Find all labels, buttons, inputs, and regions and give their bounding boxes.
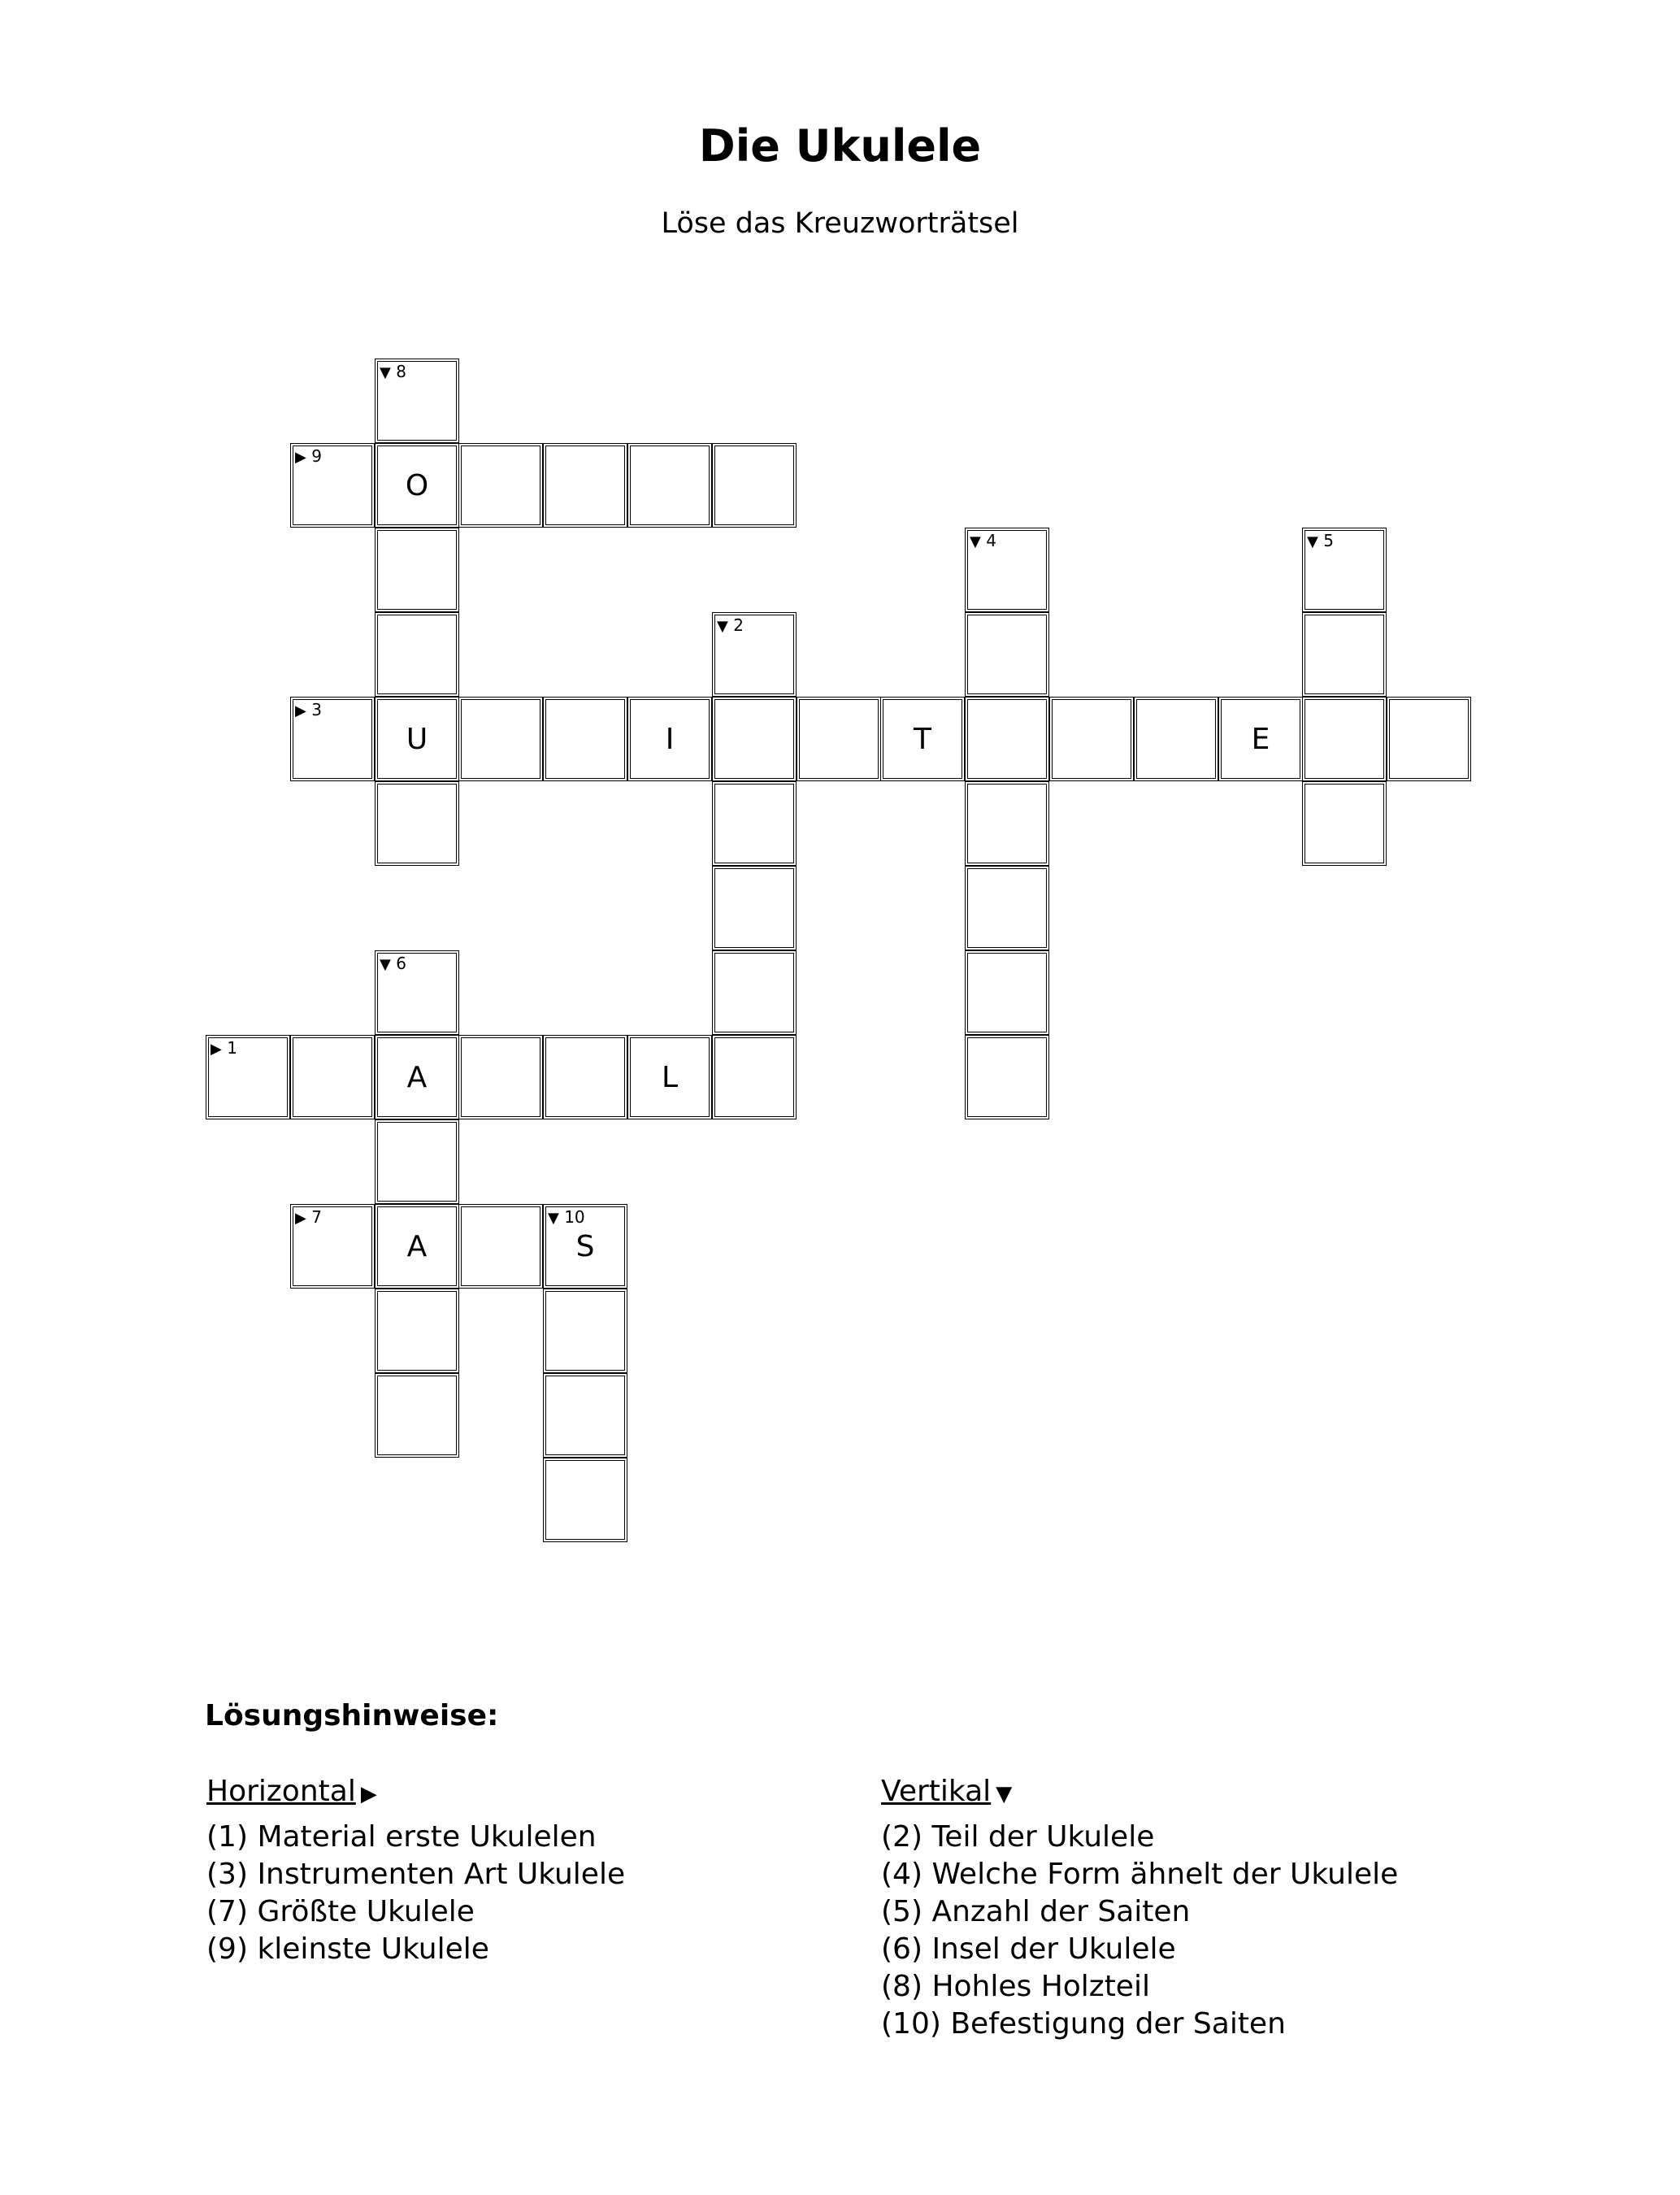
- clue-item: (4) Welche Form ähnelt der Ukulele: [881, 1858, 1399, 1891]
- arrow-right-icon: ▶: [295, 449, 306, 466]
- clue-item: (6) Insel der Ukulele: [881, 1932, 1176, 1966]
- clue-number: [970, 531, 996, 552]
- clue-item: (7) Größte Ukulele: [206, 1895, 475, 1928]
- crossword-cell[interactable]: [458, 697, 543, 781]
- crossword-cell[interactable]: [375, 612, 459, 697]
- arrow-right-icon: ▶: [295, 1210, 306, 1227]
- horizontal-clue-list: [206, 1819, 625, 1968]
- clue-item: (2) Teil der Ukulele: [881, 1820, 1155, 1854]
- crossword-cell[interactable]: [1049, 697, 1134, 781]
- crossword-cell[interactable]: [1134, 697, 1218, 781]
- cell-letter: U: [406, 722, 428, 756]
- cell-letter: A: [406, 1060, 428, 1094]
- crossword-cell[interactable]: [965, 528, 1049, 612]
- cell-letter: S: [575, 1229, 595, 1263]
- crossword-cell[interactable]: [627, 1035, 712, 1119]
- crossword-cell[interactable]: [712, 612, 797, 697]
- vertical-header: [881, 1772, 1398, 1814]
- crossword-cell[interactable]: [375, 950, 459, 1035]
- arrow-down-icon: ▼: [717, 618, 728, 635]
- crossword-cell[interactable]: [712, 697, 797, 781]
- arrow-right-icon: ▶: [211, 1041, 222, 1058]
- crossword-cell[interactable]: [965, 1035, 1049, 1119]
- crossword-cell[interactable]: [880, 697, 965, 781]
- clue-number: [380, 362, 406, 383]
- horizontal-label: Horizontal: [206, 1775, 356, 1808]
- crossword-cell[interactable]: [1302, 528, 1387, 612]
- crossword-cell[interactable]: [965, 950, 1049, 1035]
- arrow-down-icon: ▼: [380, 956, 391, 973]
- crossword-cell[interactable]: [543, 1373, 627, 1458]
- vertical-label: Vertikal: [881, 1775, 992, 1808]
- arrow-down-icon: ▼: [996, 1782, 1013, 1806]
- crossword-cell[interactable]: [1387, 697, 1471, 781]
- crossword-cell[interactable]: [543, 697, 627, 781]
- vertical-clue-list: [881, 1819, 1398, 2043]
- clues-heading: Lösungshinweise:: [205, 1699, 499, 1732]
- crossword-cell[interactable]: [543, 443, 627, 528]
- crossword-cell[interactable]: [1302, 781, 1387, 866]
- clue-number: [211, 1038, 237, 1059]
- crossword-cell[interactable]: [543, 1289, 627, 1373]
- clues-horizontal: [206, 1772, 625, 1968]
- clue-number-text: 4: [986, 531, 996, 550]
- clue-number: [717, 615, 744, 637]
- cell-letter: E: [1251, 722, 1270, 756]
- clues-vertical: [881, 1772, 1398, 2043]
- clue-number-text: 7: [311, 1207, 322, 1227]
- crossword-cell[interactable]: [375, 1035, 459, 1119]
- crossword-cell[interactable]: [375, 1373, 459, 1458]
- crossword-cell[interactable]: [797, 697, 881, 781]
- cell-letter: L: [661, 1060, 679, 1094]
- crossword-cell[interactable]: [627, 697, 712, 781]
- crossword-cell[interactable]: [712, 866, 797, 950]
- clue-item: (10) Befestigung der Saiten: [881, 2007, 1286, 2041]
- arrow-right-icon: ▶: [360, 1782, 377, 1806]
- clue-number-text: 6: [396, 954, 406, 973]
- cell-letter: T: [914, 722, 931, 756]
- crossword-cell[interactable]: [712, 1035, 797, 1119]
- clue-item: (9) kleinste Ukulele: [206, 1932, 489, 1966]
- crossword-cell[interactable]: [375, 528, 459, 612]
- arrow-right-icon: ▶: [295, 702, 306, 719]
- crossword-cell[interactable]: [458, 1204, 543, 1289]
- clue-number-text: 8: [396, 362, 406, 381]
- crossword-cell[interactable]: [543, 1458, 627, 1542]
- crossword-cell[interactable]: [543, 1204, 627, 1289]
- clue-item: (1) Material erste Ukulelen: [206, 1820, 597, 1854]
- clue-number-text: 5: [1323, 531, 1334, 550]
- crossword-cell[interactable]: [965, 612, 1049, 697]
- crossword-cell[interactable]: [1302, 612, 1387, 697]
- clue-number-text: 9: [311, 446, 322, 466]
- clue-item: (3) Instrumenten Art Ukulele: [206, 1858, 626, 1891]
- clue-number: [295, 446, 322, 467]
- arrow-down-icon: ▼: [970, 533, 981, 550]
- crossword-cell[interactable]: [458, 443, 543, 528]
- crossword-cell[interactable]: [965, 697, 1049, 781]
- crossword-cell[interactable]: [290, 1204, 375, 1289]
- crossword-cell[interactable]: [712, 781, 797, 866]
- clue-number-text: 3: [311, 700, 322, 719]
- clue-number: [1307, 531, 1334, 552]
- crossword-cell[interactable]: [375, 1119, 459, 1204]
- crossword-cell[interactable]: [375, 697, 459, 781]
- clue-number-text: 2: [733, 615, 744, 635]
- arrow-down-icon: ▼: [380, 364, 391, 381]
- clue-item: (8) Hohles Holzteil: [881, 1970, 1150, 2003]
- page-subtitle: Löse das Kreuzworträtsel: [661, 207, 1019, 240]
- page-title: Die Ukulele: [698, 120, 982, 172]
- crossword-cell[interactable]: [290, 443, 375, 528]
- arrow-down-icon: ▼: [548, 1210, 559, 1227]
- clue-number: [295, 1207, 322, 1228]
- crossword-cell[interactable]: [375, 1204, 459, 1289]
- clue-number: [295, 700, 322, 721]
- crossword-cell[interactable]: [1218, 697, 1303, 781]
- crossword-cell[interactable]: [712, 443, 797, 528]
- crossword-cell[interactable]: [627, 443, 712, 528]
- crossword-cell[interactable]: [290, 1035, 375, 1119]
- cell-letter: O: [405, 468, 429, 502]
- crossword-cell[interactable]: [543, 1035, 627, 1119]
- clue-number-text: 10: [564, 1207, 585, 1227]
- arrow-down-icon: ▼: [1307, 533, 1318, 550]
- cell-letter: A: [406, 1229, 428, 1263]
- crossword-cell[interactable]: [712, 950, 797, 1035]
- horizontal-header: [206, 1772, 625, 1814]
- cell-letter: I: [665, 722, 675, 756]
- crossword-cell[interactable]: [458, 1035, 543, 1119]
- crossword-cell[interactable]: [965, 866, 1049, 950]
- crossword-cell[interactable]: [206, 1035, 290, 1119]
- crossword-cell[interactable]: [375, 1289, 459, 1373]
- crossword-cell[interactable]: [290, 697, 375, 781]
- crossword-cell[interactable]: [375, 781, 459, 866]
- clue-item: (5) Anzahl der Saiten: [881, 1895, 1191, 1928]
- clue-number-text: 1: [227, 1038, 237, 1058]
- crossword-cell[interactable]: [375, 359, 459, 443]
- crossword-cell[interactable]: [965, 781, 1049, 866]
- crossword-cell[interactable]: [375, 443, 459, 528]
- crossword-cell[interactable]: [1302, 697, 1387, 781]
- clue-number: [380, 954, 406, 975]
